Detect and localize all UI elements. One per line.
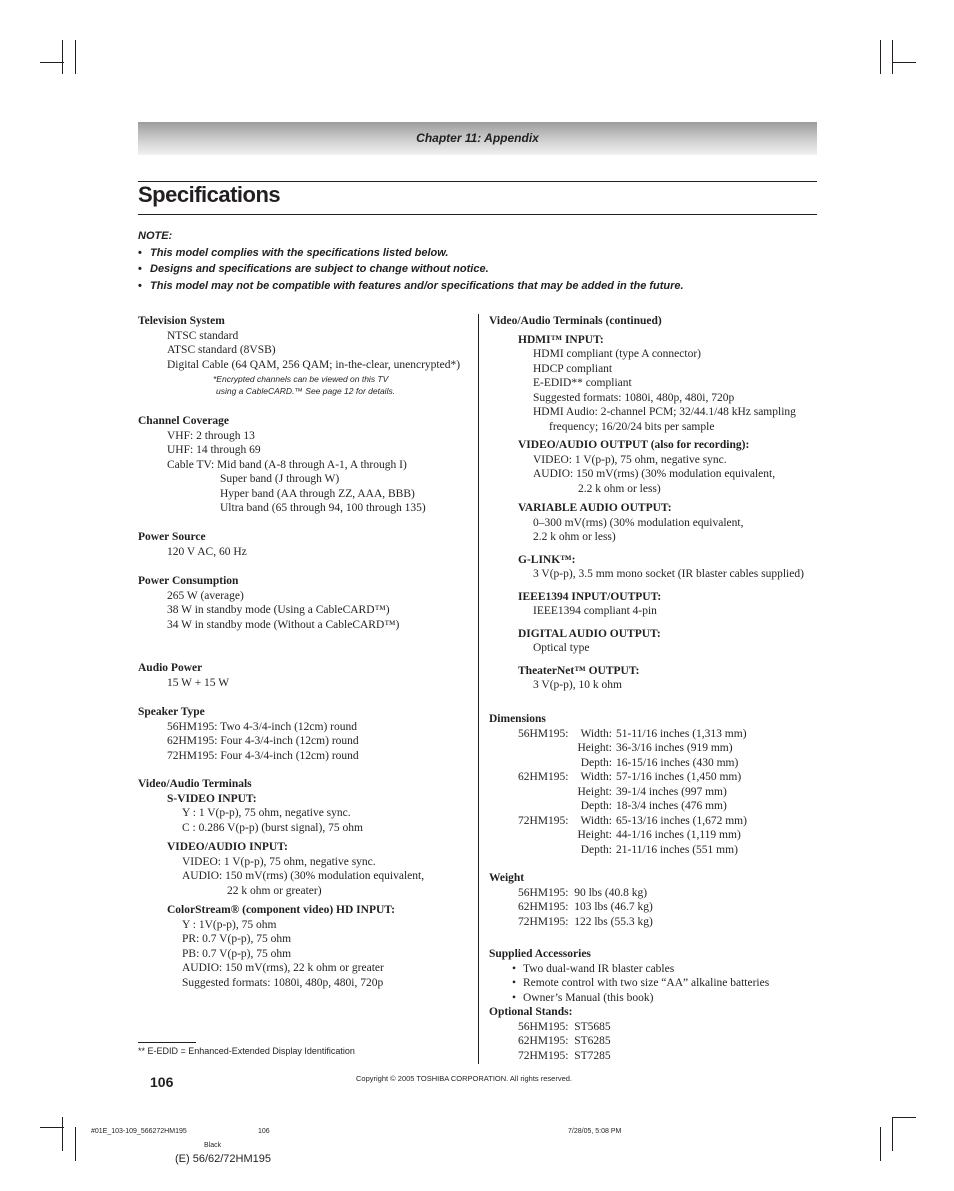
spec-line: 2.2 k ohm or less) [578,482,661,495]
section-heading: Supplied Accessories [489,948,591,960]
weight-value: 103 lbs (46.7 kg) [574,901,653,913]
section-heading: Optional Stands: [489,1006,573,1018]
spec-line: 34 W in standby mode (Without a CableCARD™) [167,618,400,631]
dimension-row [489,799,809,814]
dimension-value: 16-15/16 inches (430 mm) [616,756,739,769]
section-heading: Channel Coverage [138,415,230,427]
section-heading: Weight [489,872,525,884]
crop-mark [40,62,64,63]
stand-row [489,1034,769,1049]
section-heading: Power Source [138,531,206,543]
dimension-label: Width: [580,727,612,740]
spec-line: 0–300 mV(rms) (30% modulation equivalent, [533,516,744,529]
footnote: ** E-EDID = Enhanced-Extended Display Identification [138,1046,355,1056]
dimension-value: 21-11/16 inches (551 mm) [616,843,738,856]
spec-line: Y : 1 V(p-p), 75 ohm, negative sync. [182,807,351,819]
spec-line: 72HM195: Four 4-3/4-inch (12cm) round [167,749,359,762]
weight-row [489,886,653,901]
subsection-heading: G-LINK™: [518,553,576,566]
copyright: Copyright © 2005 TOSHIBA CORPORATION. All rights reserved. [356,1074,573,1083]
dimension-label: Depth: [580,756,612,769]
note-item: • This model may not be compatible with features and/or specifications that may be added in the future. [138,280,684,292]
slug-date: 7/28/05, 5:08 PM [568,1128,622,1135]
dimension-label: Height: [577,829,612,841]
spec-line: 15 W + 15 W [167,676,230,689]
crop-mark [892,1117,893,1151]
crop-mark [40,1127,64,1128]
subsection-heading: TheaterNet™ OUTPUT: [518,664,640,677]
weight-model: 62HM195: [518,901,569,913]
stands-table [489,1020,769,1064]
dimension-label: Width: [580,771,612,783]
section-heading: Audio Power [138,662,203,674]
stand-value: ST6285 [574,1035,611,1047]
page-number: 106 [150,1074,174,1090]
accessory-text: Two dual-wand IR blaster cables [523,962,675,975]
dimension-row [489,843,809,858]
dimension-model: 56HM195: [518,727,569,740]
section-heading: Television System [138,315,225,327]
spec-line: AUDIO: 150 mV(rms), 22 k ohm or greater [182,962,384,974]
dimension-value: 51-11/16 inches (1,313 mm) [616,727,747,740]
stand-row [489,1049,769,1064]
dimension-row [489,770,809,785]
spec-line: PB: 0.7 V(p-p), 75 ohm [182,947,292,960]
subsection-heading: VIDEO/AUDIO INPUT: [167,841,288,853]
bullet: • [512,962,517,975]
dimension-label: Height: [577,785,612,798]
subsection-heading: ColorStream® (component video) HD INPUT: [167,904,395,916]
crop-mark [892,40,893,74]
spec-line: 120 V AC, 60 Hz [167,545,247,558]
dimension-label: Height: [577,742,612,754]
spec-line: Suggested formats: 1080i, 480p, 480i, 720p [182,976,384,989]
column-divider [478,314,479,1064]
crop-mark [62,40,63,74]
crop-mark [62,1117,63,1151]
spec-line: frequency; 16/20/24 bits per sample [549,420,715,433]
spec-line: VIDEO: 1 V(p-p), 75 ohm, negative sync. [182,855,376,868]
dimension-label: Depth: [580,800,612,812]
stand-model: 62HM195: [518,1035,569,1047]
bullet: • [512,991,517,1004]
encryption-note: using a CableCARD.™ See page 12 for details. [216,385,396,396]
accessories-list [489,962,769,1006]
video-audio-terminals-continued [489,314,804,693]
spec-line: C : 0.286 V(p-p) (burst signal), 75 ohm [182,821,363,834]
weight-model: 72HM195: [518,915,569,928]
stand-model: 56HM195: [518,1020,569,1033]
slug-page: 106 [258,1128,270,1135]
dimension-row [489,814,809,829]
subsection-heading: S-VIDEO INPUT: [167,792,257,805]
dimensions-table [489,727,809,858]
dimension-row [489,785,809,800]
channel-coverage [138,414,426,516]
title-rule-bottom [138,214,817,215]
stand-model: 72HM195: [518,1049,569,1062]
accessory-item [489,962,769,977]
spec-line: 265 W (average) [167,589,244,602]
dimension-value: 39-1/4 inches (997 mm) [616,785,727,798]
spec-line: HDMI Audio: 2-channel PCM; 32/44.1/48 kHz sampling [533,406,796,418]
section-heading: Video/Audio Terminals (continued) [489,315,662,327]
spec-line: AUDIO: 150 mV(rms) (30% modulation equivalent, [182,870,425,882]
encryption-note: *Encrypted channels can be viewed on this TV [213,374,389,384]
section-heading: Dimensions [489,713,546,725]
spec-line: PR: 0.7 V(p-p), 75 ohm [182,933,292,945]
spec-line: AUDIO: 150 mV(rms) (30% modulation equivalent, [533,468,776,480]
dimensions [489,712,809,857]
spec-line: 56HM195: Two 4-3/4-inch (12cm) round [167,720,357,733]
spec-line: Hyper band (AA through ZZ, AAA, BBB) [220,487,415,500]
footnote-rule [138,1042,196,1043]
dimension-model: 72HM195: [518,814,569,827]
spec-line: 38 W in standby mode (Using a CableCARD™) [167,604,390,616]
dimension-model: 62HM195: [518,771,569,783]
spec-line: Cable TV: Mid band (A-8 through A-1, A through I) [167,458,407,471]
dimension-value: 57-1/16 inches (1,450 mm) [616,771,742,783]
spec-line: UHF: 14 through 69 [167,444,261,456]
stand-value: ST5685 [574,1020,611,1033]
subsection-heading: VARIABLE AUDIO OUTPUT: [518,502,672,514]
television-system [138,314,460,397]
spec-line: 2.2 k ohm or less) [533,531,616,543]
weight-row [489,900,653,915]
dimension-value: 18-3/4 inches (476 mm) [616,800,727,812]
dimension-row [489,727,809,742]
spec-line: ATSC standard (8VSB) [167,344,276,356]
crop-mark [880,40,881,74]
weight-table [489,886,653,930]
spec-line: 22 k ohm or greater) [227,884,322,897]
section-heading: Power Consumption [138,575,239,587]
weight-value: 122 lbs (55.3 kg) [574,915,653,928]
page-title: Specifications [138,182,281,207]
weight-model: 56HM195: [518,886,569,899]
dimension-value: 36-3/16 inches (919 mm) [616,742,733,754]
spec-line: 62HM195: Four 4-3/4-inch (12cm) round [167,735,359,747]
spec-line: 3 V(p-p), 3.5 mm mono socket (IR blaster cables supplied) [533,568,804,580]
spec-line: VHF: 2 through 13 [167,429,255,442]
dimension-row [489,741,809,756]
spec-line: 3 V(p-p), 10 k ohm [533,679,622,691]
bullet: • [512,977,517,989]
weight-value: 90 lbs (40.8 kg) [574,886,648,899]
spec-line: HDMI compliant (type A connector) [533,348,701,360]
dimension-label: Width: [580,814,612,827]
spec-line: Y : 1V(p-p), 75 ohm [182,918,277,931]
spec-line: Digital Cable (64 QAM, 256 QAM; in-the-clear, unencrypted*) [167,358,461,371]
audio-power [138,661,229,690]
subsection-heading: HDMI™ INPUT: [518,333,604,346]
supplied-accessories [489,947,769,1063]
spec-line: NTSC standard [167,329,239,342]
accessory-text: Owner’s Manual (this book) [523,991,654,1004]
spec-line: E-EDID** compliant [533,377,632,389]
video-audio-terminals [138,777,424,990]
chapter-title: Chapter 11: Appendix [416,131,539,145]
power-source [138,530,247,559]
subsection-heading: IEEE1394 INPUT/OUTPUT: [518,590,662,603]
note-label: NOTE: [138,230,173,242]
accessory-item [489,976,769,991]
dimension-value: 44-1/16 inches (1,119 mm) [616,829,741,841]
spec-line: Suggested formats: 1080i, 480p, 480i, 720p [533,391,735,404]
dimension-label: Depth: [580,843,612,856]
spec-line: Ultra band (65 through 94, 100 through 135) [220,502,426,514]
stand-row [489,1020,769,1035]
subsection-heading: DIGITAL AUDIO OUTPUT: [518,627,661,640]
weight [489,871,653,929]
accessory-text: Remote control with two size “AA” alkaline batteries [523,977,770,989]
dimension-row [489,828,809,843]
spec-line: VIDEO: 1 V(p-p), 75 ohm, negative sync. [533,453,727,466]
stand-value: ST7285 [574,1049,611,1062]
crop-mark [75,1127,76,1161]
weight-row [489,915,653,930]
spec-line: IEEE1394 compliant 4-pin [533,605,657,617]
model-code: (E) 56/62/72HM195 [175,1153,271,1165]
note-item: • This model complies with the specifications listed below. [138,247,449,259]
crop-mark [892,1117,916,1118]
power-consumption [138,574,399,632]
section-heading: Speaker Type [138,706,205,718]
dimension-row [489,756,809,771]
accessory-item [489,991,769,1006]
crop-mark [892,62,916,63]
spec-line: HDCP compliant [533,362,613,375]
note-item: • Designs and specifications are subject to change without notice. [138,263,489,275]
spec-line: Super band (J through W) [220,473,340,485]
speaker-type [138,705,359,763]
slug-file: #01E_103-109_566272HM195 [91,1128,187,1135]
subsection-heading: VIDEO/AUDIO OUTPUT (also for recording): [518,439,750,451]
spec-line: Optical type [533,642,590,654]
crop-mark [880,1127,881,1161]
crop-mark [75,40,76,74]
dimension-value: 65-13/16 inches (1,672 mm) [616,814,747,827]
slug-color: Black [204,1142,222,1149]
section-heading: Video/Audio Terminals [138,778,252,790]
